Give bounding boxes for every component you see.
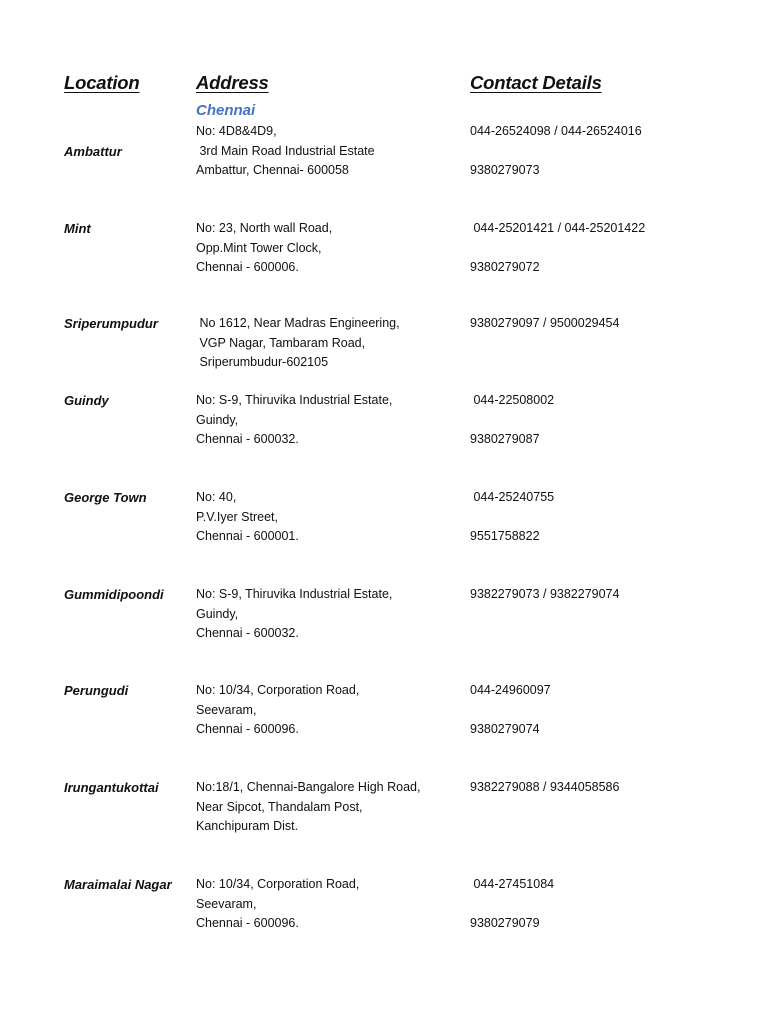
header-contact-details: Contact Details	[470, 72, 602, 93]
contact-line: 044-25240755	[470, 490, 555, 504]
address-line: VGP Nagar, Tambaram Road,	[196, 335, 366, 350]
contact-line: 044-25201421 / 044-25201422	[470, 221, 646, 235]
header-location: Location	[64, 72, 140, 93]
contact-line: 9380279072	[470, 260, 540, 274]
contact-line: 044-22508002	[470, 393, 555, 407]
header-address: Address	[196, 72, 269, 93]
contact-block	[470, 314, 750, 334]
location-name: Gummidipoondi	[64, 587, 164, 602]
contact-line: 9551758822	[470, 529, 540, 543]
contact-line	[470, 411, 750, 431]
address-line: Chennai - 600001.	[196, 529, 299, 543]
contact-line: 9380279079	[470, 916, 540, 930]
address-line: No 1612, Near Madras Engineering,	[196, 316, 400, 330]
contact-block	[470, 219, 750, 278]
location-name: Sriperumpudur	[64, 316, 158, 331]
address-line: Near Sipcot, Thandalam Post,	[196, 799, 363, 814]
address-line: No: 23, North wall Road,	[196, 221, 333, 235]
address-block	[196, 122, 466, 181]
address-line: Chennai - 600096.	[196, 722, 299, 736]
address-line: Ambattur, Chennai- 600058	[196, 163, 349, 177]
address-line: Chennai - 600032.	[196, 432, 299, 446]
contact-line: 044-24960097	[470, 683, 551, 697]
address-line: No: S-9, Thiruvika Industrial Estate,	[196, 393, 393, 407]
contact-line: 044-27451084	[470, 877, 555, 891]
contact-line: 9380279074	[470, 722, 540, 736]
contact-line: 9380279087	[470, 432, 540, 446]
contact-block	[470, 681, 750, 740]
contact-line	[470, 508, 750, 528]
address-block	[196, 585, 466, 644]
address-line: P.V.Iyer Street,	[196, 509, 278, 524]
address-block	[196, 391, 466, 450]
contact-block	[470, 778, 750, 798]
address-block	[196, 488, 466, 547]
location-name: Maraimalai Nagar	[64, 877, 172, 892]
contact-block	[470, 585, 750, 605]
address-line: 3rd Main Road Industrial Estate	[196, 143, 375, 158]
address-line: Opp.Mint Tower Clock,	[196, 240, 322, 255]
address-block	[196, 314, 466, 373]
address-line: Chennai - 600032.	[196, 626, 299, 640]
address-block	[196, 681, 466, 740]
address-line: Guindy,	[196, 606, 239, 621]
address-line: No: 4D8&4D9,	[196, 124, 277, 138]
address-line: Chennai - 600096.	[196, 916, 299, 930]
address-line: Chennai - 600006.	[196, 260, 299, 274]
contact-line	[470, 239, 750, 259]
region-heading: Chennai	[196, 102, 256, 119]
address-block	[196, 219, 466, 278]
contact-line: 044-26524098 / 044-26524016	[470, 124, 642, 138]
contact-line	[470, 142, 750, 162]
address-line: No:18/1, Chennai-Bangalore High Road,	[196, 780, 421, 794]
address-line: No: S-9, Thiruvika Industrial Estate,	[196, 587, 393, 601]
location-name: George Town	[64, 490, 147, 505]
location-name: Irungantukottai	[64, 780, 159, 795]
location-name: Perungudi	[64, 683, 129, 698]
address-line: No: 10/34, Corporation Road,	[196, 877, 360, 891]
contact-block	[470, 122, 750, 181]
address-block	[196, 875, 466, 934]
contact-line: 9380279073	[470, 163, 540, 177]
address-line: Sriperumbudur-602105	[196, 355, 329, 369]
contact-line: 9382279088 / 9344058586	[470, 780, 620, 794]
address-line: No: 40,	[196, 490, 237, 504]
address-line: No: 10/34, Corporation Road,	[196, 683, 360, 697]
address-line: Kanchipuram Dist.	[196, 819, 299, 833]
location-name: Ambattur	[64, 144, 122, 159]
contact-block	[470, 875, 750, 934]
location-name: Guindy	[64, 393, 109, 408]
address-line: Guindy,	[196, 412, 239, 427]
address-line: Seevaram,	[196, 702, 257, 717]
contact-line: 9380279097 / 9500029454	[470, 316, 620, 330]
address-block	[196, 778, 466, 837]
contact-block	[470, 391, 750, 450]
contact-line	[470, 701, 750, 721]
contact-line	[470, 895, 750, 915]
address-line: Seevaram,	[196, 896, 257, 911]
contact-block	[470, 488, 750, 547]
contact-line: 9382279073 / 9382279074	[470, 587, 620, 601]
location-name: Mint	[64, 221, 91, 236]
